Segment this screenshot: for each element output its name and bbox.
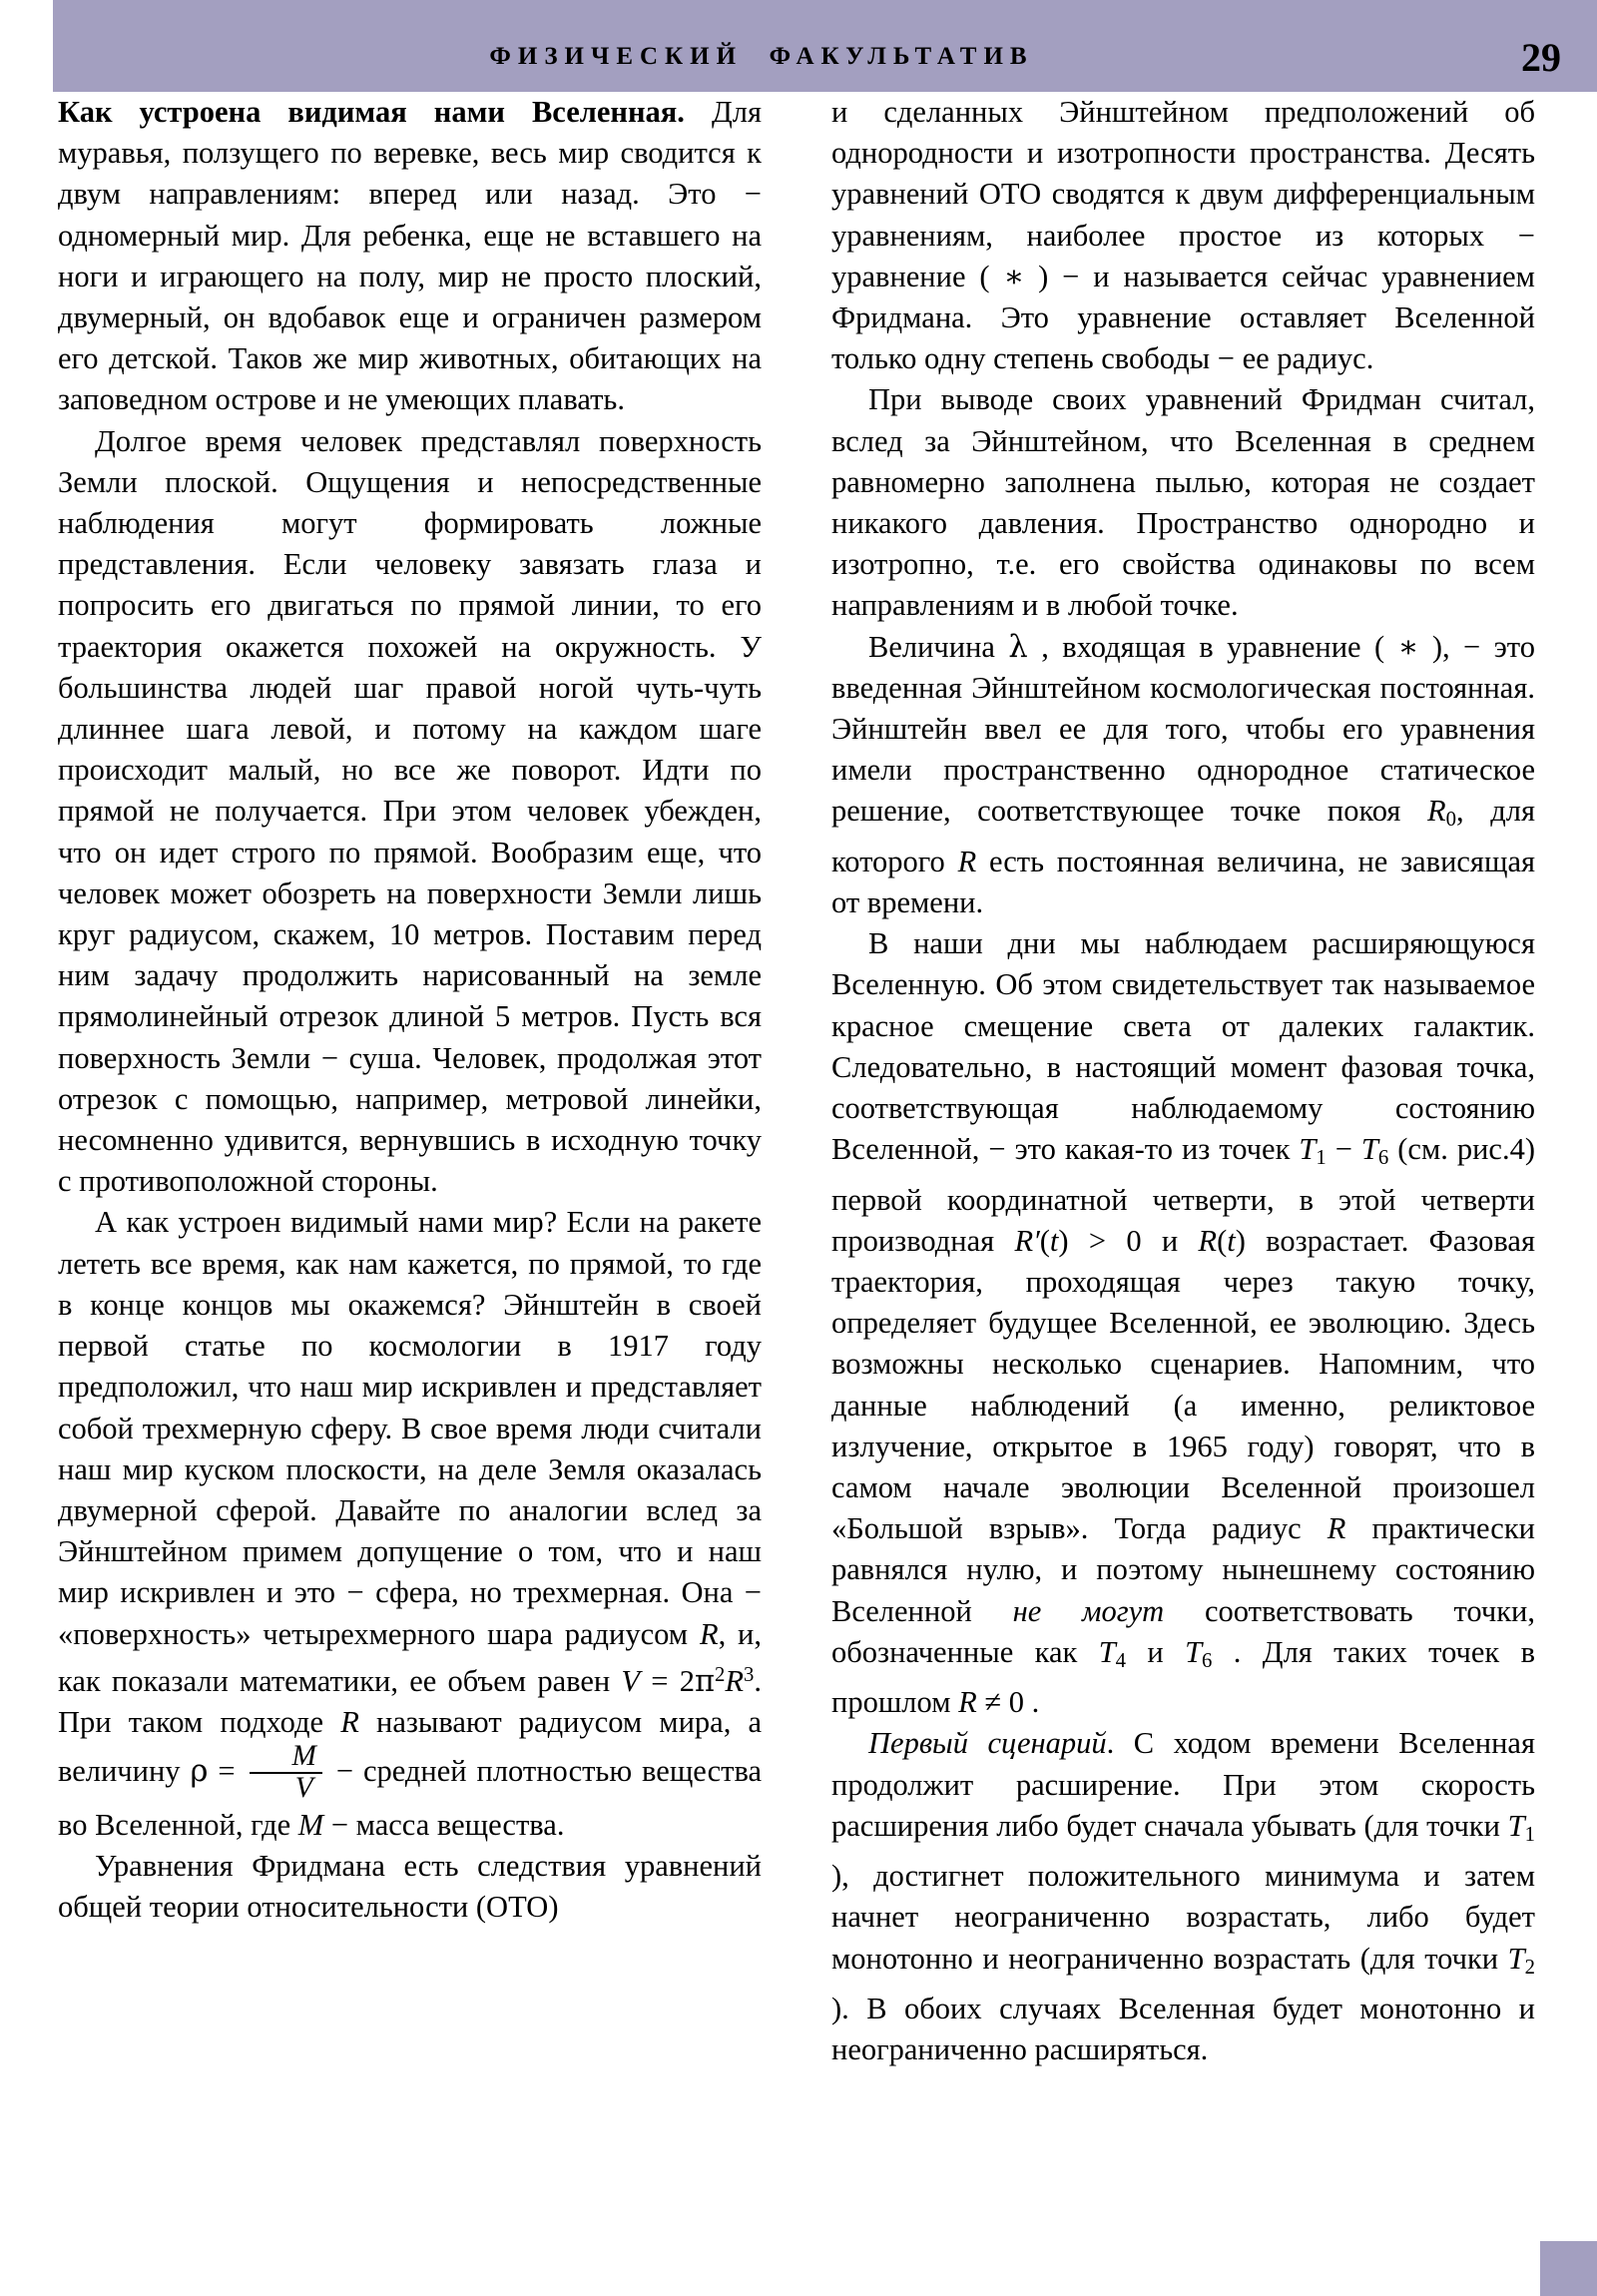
right-column (831, 92, 1535, 2070)
scenario-label-first: Первый сценарий (868, 1726, 1107, 1761)
page-number: 29 (1521, 34, 1561, 80)
math-R-zero: $R_0$ (1427, 794, 1457, 832)
math-T2-point: $T_2$ (1507, 1941, 1535, 1979)
math-derivative-positive: R′(t) > 0 (1014, 1223, 1142, 1258)
paragraph-curved-world-part6: − масса вещества. (323, 1807, 565, 1842)
paragraph-cosmological-constant-part4: есть постоянная величина, не зависящая от времени. (831, 844, 1536, 920)
emphasis-ne-mogut: не могут (1012, 1593, 1165, 1628)
paragraph-first-scenario-part1: . С ходом времени Вселенная продолжит расширение. При этом скорость расширения либо будет сначала убывать (для точки (831, 1726, 1535, 1843)
math-radius-R-2: R (340, 1704, 359, 1739)
left-column (58, 92, 762, 1928)
paragraph-expanding-universe-part9: . (1024, 1685, 1040, 1720)
corner-decoration-square (1540, 2241, 1597, 2296)
math-lambda: λ (1008, 629, 1028, 665)
paragraph-curved-world-part5: − средней плотностью вещества во Вселенной, где (58, 1753, 763, 1842)
paragraph-first-scenario-part3: ). В обоих случаях Вселенная будет монотонно и неограниченно расширяться. (831, 1992, 1535, 2067)
paragraph-curved-world-part3: . При таком подходе (58, 1663, 762, 1739)
paragraph-flat-earth: Долгое время человек представлял поверхность Земли плоской. Ощущения и непосредственные наблюдения могут формировать ложные представления. Если человеку завязать глаза и попросить его двигаться по прямой линии, то его траектория окажется похожей на окружность. У большинства людей шаг правой ногой чуть-чуть длиннее шага левой, и потому на каждом шаге происходит малый, но все же поворот. Идти по прямой не получается. При этом человек убежден, что он идет строго по прямой. Вообразим еще, что человек может обозреть на поверхности Земли лишь круг радиусом, скажем, 10 метров. Поставим перед ним задачу продолжить нарисованный на земле прямолинейный отрезок длиной 5 метров. Пусть вся поверхность Земли − суша. Человек, продолжая этот отрезок с помощью, например, метровой линейки, несомненно удивится, вернувшись в исходную точку с противоположной стороны. (58, 423, 762, 1199)
page-body (0, 92, 1597, 2296)
paragraph-expanding-universe-part7: и (1126, 1634, 1186, 1669)
math-density-formula: ρ = $\frac{M}{V}$ (190, 1754, 325, 1788)
paragraph-curved-world-part4: называют радиусом мира, а величину (58, 1704, 763, 1788)
math-R-bigbang: R (1327, 1511, 1346, 1546)
math-T4: $T_4$ (1098, 1634, 1127, 1673)
running-head-title: ФИЗИЧЕСКИЙ ФАКУЛЬТАТИВ (489, 43, 1034, 70)
paragraph-cosmological-constant (831, 627, 1535, 924)
paragraph-expanding-universe (831, 923, 1535, 1723)
paragraph-intro-text: Для муравья, ползущего по веревке, весь мир сводится к двум направлениям: вперед или назад. Это − одномерный мир. Для ребенка, еще не вставшего на ноги и играющего на полу, мир не просто плоский, двумерный, он вдобавок еще и ограничен размером его детской. Таков же мир животных, обитающих на заповедном острове и не умеющих плавать. (58, 95, 763, 417)
paragraph-expanding-universe-part6: соответствовать точки, обозначенные как (831, 1593, 1535, 1669)
math-volume-formula: $V = 2\pi^2R^3$ (621, 1663, 755, 1699)
math-T6: $T_6$ (1185, 1634, 1213, 1673)
paragraph-dust-universe: При выводе своих уравнений Фридман считал, вслед за Эйнштейном, что Вселенная в среднем равномерно заполнена пылью, которая не создает никакого давления. Пространство однородно и изотропно, т.е. его свойства одинаковы по всем направлениям и в любой точке. (831, 382, 1535, 623)
math-T1-point: $T_1$ (1507, 1808, 1535, 1847)
paragraph-expanding-universe-part8: . Для таких точек в прошлом (831, 1634, 1536, 1720)
paragraph-curved-world-part1: А как устроен видимый нами мир? Если на ракете лететь все время, как нам кажется, по прямой, то где в конце концов мы окажемся? Эйнштейн в своей первой статье по космологии в 1917 году предположил, что наш мир искривлен и представляет собой трехмерную сферу. В свое время люди считали наш мир куском плоскости, на деле Земля оказалась двумерной сферой. Давайте по аналогии вслед за Эйнштейном примем допущение о том, что и наш мир искривлен и это − сфера, но трехмерная. Она − «поверхность» четырехмерного шара радиусом (58, 1205, 762, 1651)
paragraph-expanding-universe-part2: (см. рис.4) первой координатной четверти, в этой четверти производная (831, 1132, 1536, 1258)
paragraph-curved-world-part2: , и, как показали математики, ее объем равен (58, 1616, 762, 1698)
math-R-constant: R (957, 844, 977, 878)
paragraph-gr-assumptions: и сделанных Эйнштейном предположений об однородности и изотропности пространства. Десять уравнений ОТО сводятся к двум дифференциальным уравнениям, наиболее простое из которых − уравнение ( ∗ ) − и называется сейчас уравнением Фридмана. Это уравнение оставляет Вселенной только одну степень свободы − ее радиус. (831, 95, 1535, 376)
math-mass-M: M (297, 1807, 324, 1842)
math-T1-T6-range: $T_1 - T_6$ (1299, 1132, 1389, 1170)
paragraph-expanding-universe-part5: практически равнялся нулю, и поэтому нынешнему состоянию Вселенной (831, 1511, 1535, 1628)
math-radius-R-1: R (699, 1616, 719, 1651)
paragraph-first-scenario-part2: ), достигнет положительного минимума и затем начнет неограниченно возрастать, либо будет монотонно и неограниченно возрастать (для точки (831, 1859, 1535, 1976)
math-R-of-t: R(t) (1198, 1223, 1246, 1258)
paragraph-friedmann-equations: Уравнения Фридмана есть следствия уравнений общей теории относительности (ОТО) (58, 1849, 762, 1925)
paragraph-first-scenario (831, 1723, 1535, 2070)
article-heading: Как устроена видимая нами Вселенная. (58, 95, 685, 129)
paragraph-intro (58, 92, 762, 421)
paragraph-expanding-universe-part3: и (1141, 1223, 1199, 1258)
paragraph-cosmological-constant-part1: Величина (868, 629, 1009, 664)
paragraph-cosmological-constant-part2: , входящая в уравнение ( ∗ ), − это введенная Эйнштейном космологическая постоянная. Эйнштейн ввел ее для того, чтобы его уравнения имели пространственно однородное статическое решение, соответствующее точке покоя (831, 629, 1535, 829)
paragraph-expanding-universe-part4: возрастает. Фазовая траектория, проходящая через такую точку, определяет будущее Вселенной, ее эволюцию. Здесь возможны несколько сценариев. Напомним, что данные наблюдений (а именно, реликтовое излучение, открытое в 1965 году) говорят, что в самом начале эволюции Вселенной произошел «Большой взрыв». Тогда радиус (831, 1223, 1535, 1546)
paragraph-cosmological-constant-part3: , для которого (831, 794, 1535, 878)
paragraph-curved-world (58, 1202, 762, 1846)
paragraph-expanding-universe-part1: В наши дни мы наблюдаем расширяющуюся Вселенную. Об этом свидетельствует так называемое красное смещение света от далеких галактик. Следовательно, в настоящий момент фазовая точка, соответствующая наблюдаемому состоянию Вселенной, − это какая-то из точек (831, 926, 1535, 1167)
math-R-not-equal-zero: R ≠ 0 (958, 1685, 1025, 1720)
